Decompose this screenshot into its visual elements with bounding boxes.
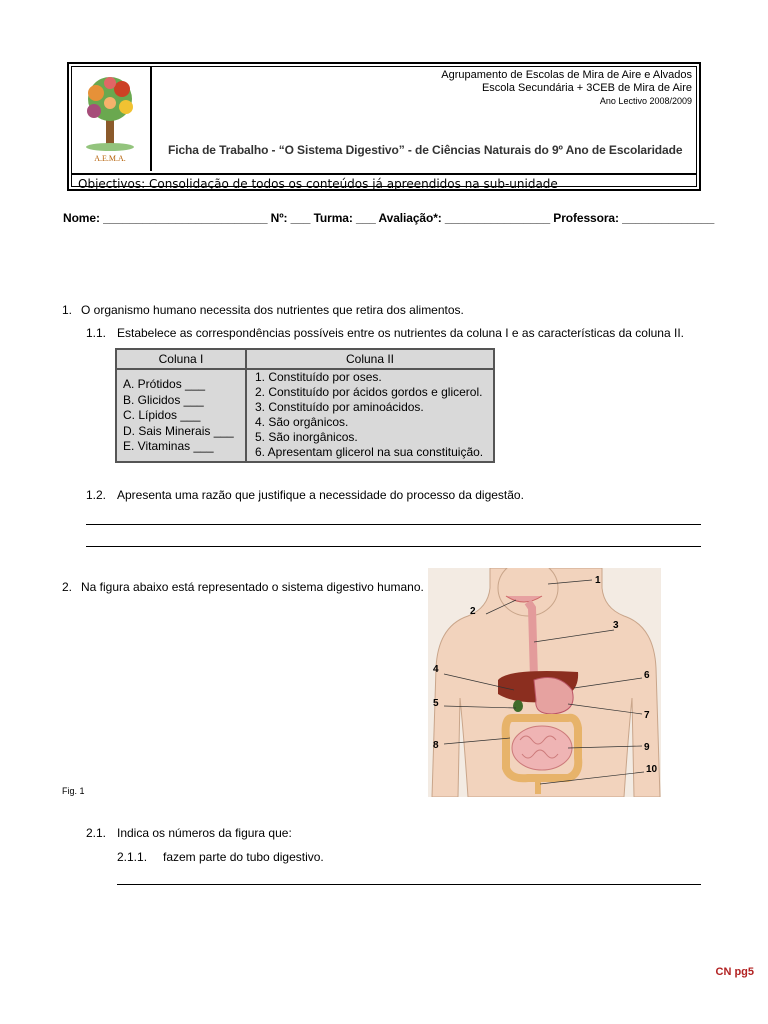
characteristic-item: 2. Constituído por ácidos gordos e glicerol. — [255, 385, 483, 399]
q2-1-1-text: fazem parte do tubo digestivo. — [163, 850, 324, 864]
objectives-text: : Consolidação de todos os conteúdos já apreendidos na sub-unidade — [141, 177, 558, 191]
school-line-2: Escola Secundária + 3CEB de Mira de Aire — [481, 82, 692, 94]
q1-text: O organismo humano necessita dos nutrientes que retira dos alimentos. — [81, 303, 464, 317]
objectives-row — [72, 173, 696, 193]
q2-number: 2. — [62, 580, 73, 594]
characteristic-item: 5. São inorgânicos. — [255, 430, 358, 444]
characteristic-item: 4. São orgânicos. — [255, 415, 349, 429]
question-2 — [62, 580, 424, 594]
objectives — [78, 177, 558, 191]
figure-label-5: 5 — [433, 698, 439, 709]
characteristic-item: 6. Apresentam glicerol na sua constituição. — [255, 445, 484, 459]
figure-label-6: 6 — [644, 670, 650, 681]
q2-text: Na figura abaixo está representado o sistema digestivo humano. — [81, 580, 424, 594]
nutrient-item: A. Prótidos ___ — [123, 377, 206, 391]
q2-1-text: Indica os números da figura que: — [117, 826, 292, 840]
school-line-1: Agrupamento de Escolas de Mira de Aire e Alvados — [441, 69, 692, 81]
answer-line[interactable] — [86, 524, 701, 525]
digestive-system-illustration — [428, 568, 661, 797]
nutrient-item: B. Glicidos ___ — [123, 392, 204, 407]
question-1-2 — [86, 488, 524, 502]
logo-text: A.E.M.A. — [94, 154, 126, 163]
characteristic-item: 1. Constituído por oses. — [255, 370, 382, 384]
figure-label-2: 2 — [470, 606, 476, 617]
figure-label-10: 10 — [646, 764, 658, 775]
tree-logo-icon — [72, 67, 148, 169]
nutrient-item: D. Sais Minerais ___ — [123, 423, 234, 438]
question-2-1 — [86, 826, 292, 840]
q1-number: 1. — [62, 303, 73, 317]
student-info-line: Nome: _________________________ Nº: ___ Turma: ___ Avaliação*: ________________ Professora: ______________ — [63, 211, 715, 225]
question-1-1 — [86, 326, 684, 340]
figure-label-1: 1 — [595, 575, 601, 586]
figure-label-7: 7 — [644, 710, 650, 721]
q1-1-number: 1.1. — [86, 326, 107, 340]
figure-label-8: 8 — [433, 740, 439, 751]
answer-line[interactable] — [86, 546, 701, 547]
q2-1-number: 2.1. — [86, 826, 107, 840]
column-1-header: Coluna I — [117, 350, 247, 370]
q1-1-text: Estabelece as correspondências possíveis entre os nutrientes da coluna I e as características da coluna II. — [117, 326, 684, 340]
figure-label-4: 4 — [433, 664, 439, 675]
column-1-list — [123, 377, 234, 455]
header-inner — [71, 66, 697, 191]
figure-label-9: 9 — [644, 742, 650, 753]
q2-1-1-number: 2.1.1. — [117, 850, 148, 864]
header-box — [67, 62, 701, 191]
page-footer: CN pg5 — [715, 966, 754, 978]
q1-2-text: Apresenta uma razão que justifique a necessidade do processo da digestão. — [117, 488, 524, 502]
worksheet-title: Ficha de Trabalho - “O Sistema Digestivo” - de Ciências Naturais do 9º Ano de Escolaridade — [168, 143, 683, 157]
column-2-cell — [247, 370, 493, 461]
question-2-1-1 — [117, 850, 324, 864]
question-1 — [62, 303, 464, 317]
objectives-label: Objectivos — [78, 177, 142, 191]
column-2-header: Coluna II — [247, 350, 493, 370]
nutrient-item: C. Lípidos ___ — [123, 408, 201, 422]
answer-line[interactable] — [117, 884, 701, 885]
nutrient-item: E. Vitaminas ___ — [123, 439, 214, 453]
school-logo — [72, 67, 152, 171]
column-2-list — [255, 370, 483, 460]
school-year: Ano Lectivo 2008/2009 — [599, 96, 692, 106]
digestive-system-figure — [428, 568, 661, 797]
matching-table — [115, 348, 495, 463]
column-1-cell — [117, 370, 247, 461]
characteristic-item: 3. Constituído por aminoácidos. — [255, 400, 424, 414]
figure-caption: Fig. 1 — [62, 786, 85, 796]
title-cell — [152, 67, 696, 171]
q1-2-number: 1.2. — [86, 488, 107, 502]
figure-label-3: 3 — [613, 620, 619, 631]
school-info — [441, 69, 692, 108]
